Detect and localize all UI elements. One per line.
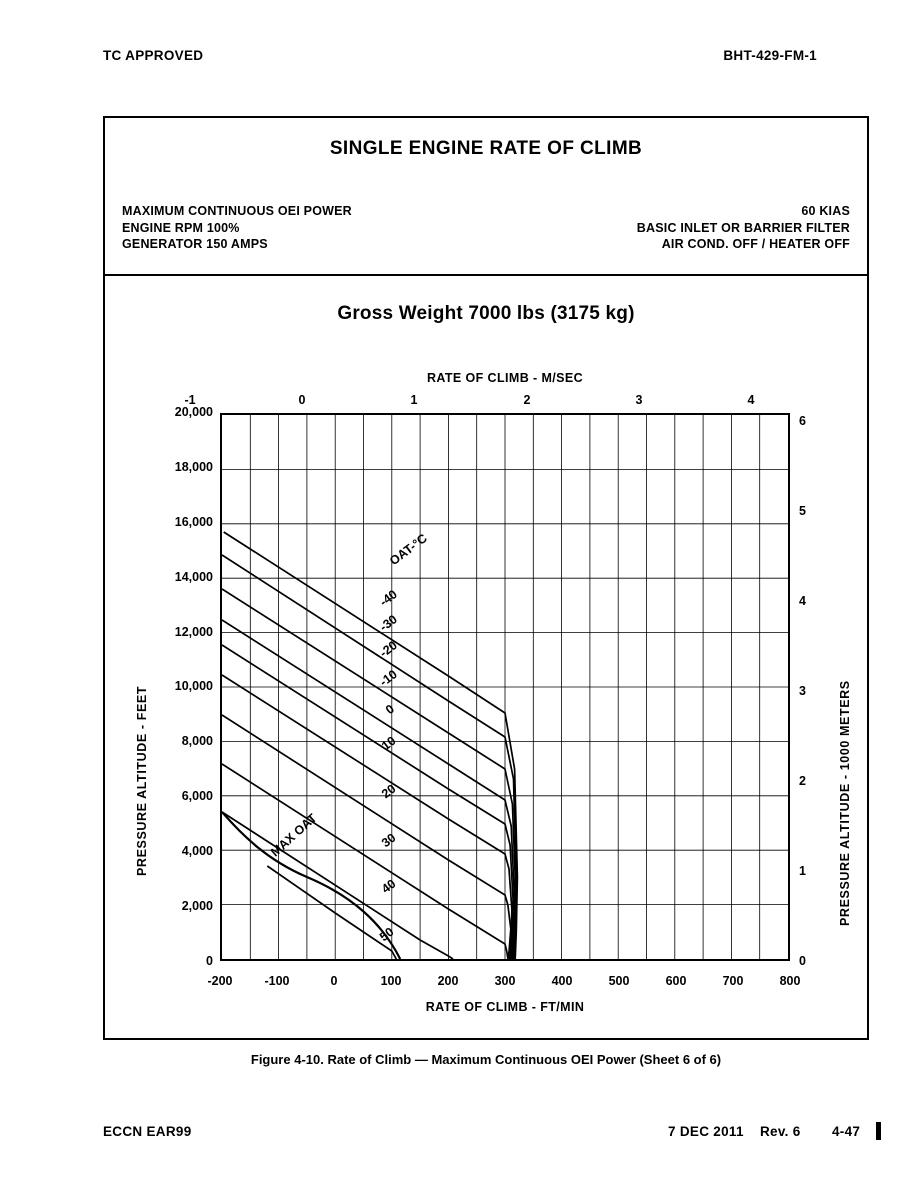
right-tick-label: 4 — [799, 594, 806, 608]
plot-container — [103, 116, 869, 1040]
bottom-tick-label: -200 — [207, 974, 233, 988]
change-bar — [876, 1122, 881, 1140]
left-tick-label: 14,000 — [174, 570, 213, 584]
curve-label--20: -20 — [377, 638, 400, 661]
chart-plot-area — [220, 413, 790, 961]
left-tick-label: 8,000 — [181, 734, 213, 748]
top-tick-label: 4 — [747, 393, 755, 407]
left-tick-label: 2,000 — [181, 899, 213, 913]
footer-date: 7 DEC 2011 — [668, 1124, 744, 1139]
bottom-tick-label: 500 — [608, 974, 630, 988]
chart-svg — [222, 415, 788, 959]
left-tick-label: 6,000 — [181, 789, 213, 803]
condition-line: MAXIMUM CONTINUOUS OEI POWER — [122, 204, 352, 218]
bottom-tick-label: 100 — [380, 974, 402, 988]
curve-label-0: 0 — [383, 701, 397, 718]
figure-caption: Figure 4-10. Rate of Climb — Maximum Continuous OEI Power (Sheet 6 of 6) — [250, 1052, 722, 1067]
footer-revision: Rev. 6 — [760, 1124, 801, 1139]
right-tick-label: 6 — [799, 414, 806, 428]
oat-curves — [222, 532, 517, 959]
bottom-tick-label: 0 — [330, 974, 338, 988]
bottom-tick-label: 300 — [494, 974, 516, 988]
left-tick-label: 20,000 — [174, 405, 213, 419]
top-tick-label: 3 — [635, 393, 643, 407]
curve-label-50: 50 — [377, 924, 397, 945]
header-right: BHT-429-FM-1 — [723, 48, 817, 63]
curve-label--40: -40 — [377, 587, 400, 610]
curve-label-40: 40 — [379, 876, 399, 897]
max-oat-curve — [222, 812, 400, 959]
right-tick-label: 1 — [799, 864, 806, 878]
curve-label--10: -10 — [377, 667, 400, 690]
left-axis-title: PRESSURE ALTITUDE - FEET — [135, 685, 149, 876]
condition-line: AIR COND. OFF / HEATER OFF — [661, 237, 850, 251]
bottom-tick-label: 200 — [437, 974, 459, 988]
footer-left: ECCN EAR99 — [103, 1124, 192, 1139]
right-axis-title: PRESSURE ALTITUDE - 1000 METERS — [838, 680, 852, 926]
curve-label-10: 10 — [379, 733, 399, 754]
top-tick-label: 2 — [523, 393, 531, 407]
curve-label-30: 30 — [379, 830, 399, 851]
right-tick-label: 5 — [799, 504, 806, 518]
bottom-tick-label: 800 — [779, 974, 801, 988]
condition-line: 60 KIAS — [801, 204, 850, 218]
condition-line: GENERATOR 150 AMPS — [122, 237, 268, 251]
right-tick-label: 3 — [799, 684, 806, 698]
curve-label--30: -30 — [377, 612, 400, 635]
left-tick-label: 0 — [206, 954, 213, 968]
curve-label-max-oat: MAX OAT — [268, 811, 320, 860]
left-tick-label: 4,000 — [181, 844, 213, 858]
left-tick-label: 18,000 — [174, 460, 213, 474]
curve-label-20: 20 — [379, 781, 399, 802]
gross-weight-title: Gross Weight 7000 lbs (3175 kg) — [337, 303, 635, 324]
bottom-tick-label: 400 — [551, 974, 573, 988]
top-tick-label: 1 — [410, 393, 418, 407]
condition-line: BASIC INLET OR BARRIER FILTER — [636, 220, 850, 235]
footer-page: 4-47 — [832, 1124, 861, 1139]
bottom-tick-label: 700 — [722, 974, 744, 988]
bottom-tick-label: -100 — [264, 974, 290, 988]
left-tick-label: 16,000 — [174, 515, 213, 529]
top-tick-label: 0 — [298, 393, 306, 407]
bottom-axis-title: RATE OF CLIMB - FT/MIN — [425, 1000, 585, 1014]
top-axis-title: RATE OF CLIMB - M/SEC — [426, 371, 584, 385]
left-tick-label: 10,000 — [174, 679, 213, 693]
condition-line: ENGINE RPM 100% — [122, 220, 240, 235]
curve-label-oat-group: OAT-°C — [387, 531, 430, 569]
right-tick-label: 2 — [799, 774, 806, 788]
top-tick-label: -1 — [184, 393, 196, 407]
right-tick-label: 0 — [799, 954, 806, 968]
left-tick-label: 12,000 — [174, 625, 213, 639]
header-left: TC APPROVED — [103, 48, 204, 63]
bottom-tick-label: 600 — [665, 974, 687, 988]
chart-title: SINGLE ENGINE RATE OF CLIMB — [329, 138, 643, 159]
